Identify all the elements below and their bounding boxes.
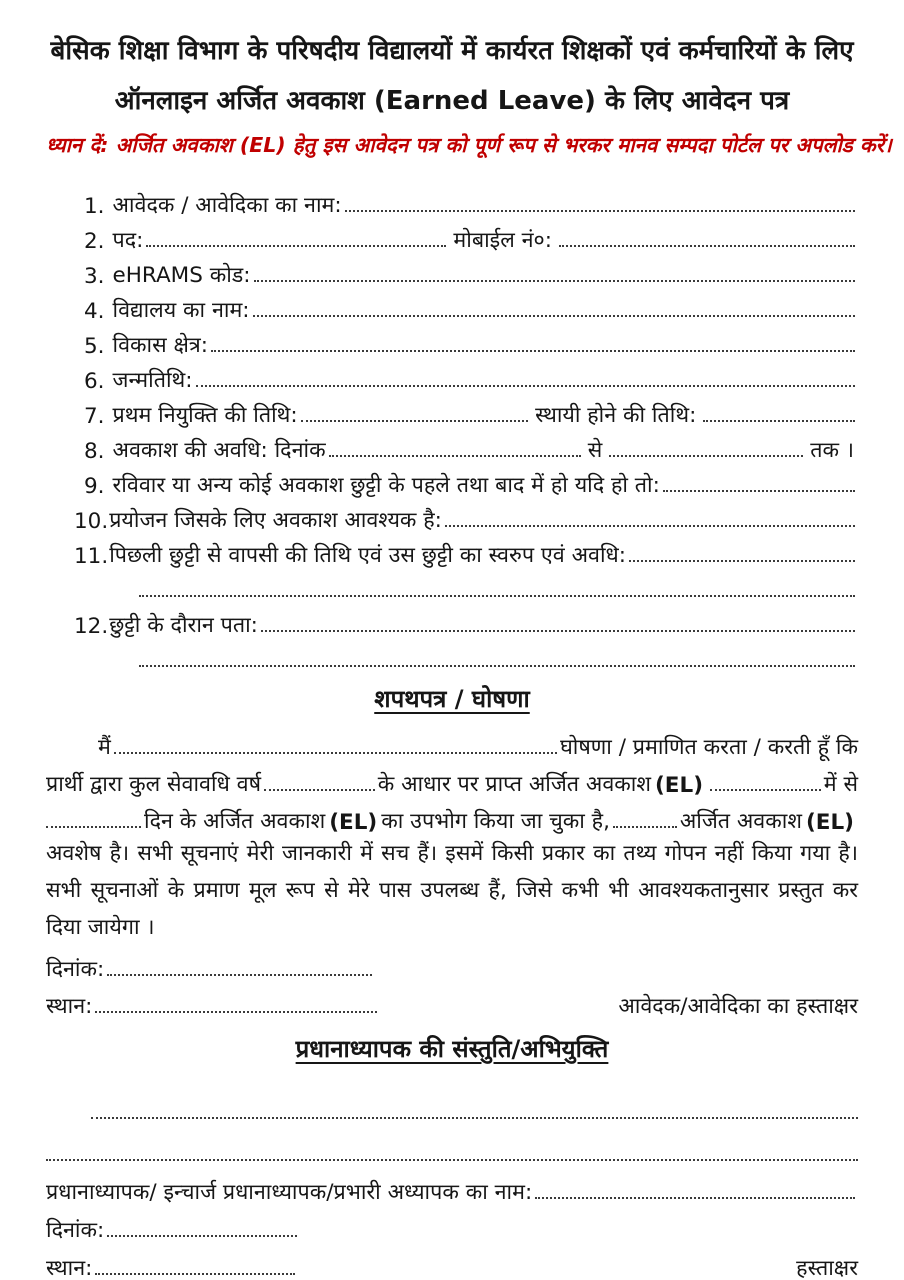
principal-remarks-line-1 — [46, 1088, 858, 1126]
applicant-signature-label: आवेदक/आवेदिका का हस्ताक्षर — [618, 994, 858, 1019]
item-number: 5. — [84, 334, 105, 359]
fill-in-line — [445, 525, 855, 527]
item-label: पद: — [112, 228, 144, 253]
fill-in-line — [559, 245, 855, 247]
fill-in-line — [710, 789, 821, 791]
declaration-line-1 — [46, 724, 858, 761]
item-number: 8. — [84, 439, 105, 464]
item-number: 7. — [84, 404, 105, 429]
principal-place-row — [46, 1244, 858, 1280]
item-label: विकास क्षेत्र: — [112, 333, 209, 358]
fill-in-line — [46, 826, 141, 828]
fill-in-line — [196, 385, 855, 387]
form-item-ehrams-code — [46, 254, 858, 289]
form-item-block — [46, 324, 858, 359]
declaration-place-row — [46, 983, 858, 1020]
declaration-text: प्रार्थी द्वारा कुल सेवावधि वर्ष — [46, 772, 262, 797]
fill-in-line — [301, 420, 529, 422]
fill-in-line — [146, 245, 446, 247]
fill-in-line — [261, 630, 855, 632]
fill-in-line — [107, 974, 372, 976]
fill-in-line — [264, 789, 375, 791]
item-label: अवकाश की अवधि: दिनांक — [112, 438, 326, 463]
fill-in-line — [609, 455, 803, 457]
form-item-school-name — [46, 289, 858, 324]
page-title-line2: ऑनलाइन अर्जित अवकाश (Earned Leave) के लिए आवेदन पत्र — [114, 86, 790, 116]
item-label-permanent-date: स्थायी होने की तिथि: — [535, 403, 697, 428]
declaration-text: में से — [823, 772, 859, 797]
el-abbrev: (EL) — [805, 810, 854, 835]
fill-in-line — [535, 1197, 855, 1199]
fill-in-line — [211, 350, 855, 352]
item-label-until: तक । — [810, 438, 854, 463]
notice-text: ध्यान दें: अर्जित अवकाश (EL) हेतु इस आवेदन पत्र को पूर्ण रूप से भरकर मानव सम्पदा पोर्टल पर अपलोड करें। — [46, 133, 892, 157]
fill-in-line — [139, 595, 855, 597]
item-number: 10. — [74, 509, 109, 534]
form-fields — [46, 184, 858, 674]
item-label-mobile: मोबाईल नं०: — [453, 228, 552, 253]
principal-remarks-line-2 — [46, 1130, 858, 1168]
declaration-text: के आधार पर प्राप्त अर्जित अवकाश — [377, 772, 651, 797]
declaration-line-3 — [46, 798, 858, 835]
declaration-text: का उपभोग किया जा चुका है, — [381, 809, 610, 834]
item-label: प्रथम नियुक्ति की तिथि: — [112, 403, 298, 428]
item-number: 6. — [84, 369, 105, 394]
item-number: 12. — [74, 614, 109, 639]
form-item-leave-period — [46, 429, 858, 464]
form-item-post-mobile — [46, 219, 858, 254]
fill-in-line — [703, 420, 855, 422]
declaration-paragraph — [46, 724, 858, 946]
el-abbrev: (EL) — [654, 773, 704, 798]
declaration-text: अर्जित अवकाश — [679, 809, 802, 834]
place-label: स्थान: — [46, 1256, 93, 1280]
fill-in-line — [329, 455, 581, 457]
principal-name-row — [46, 1168, 858, 1206]
fill-in-line — [95, 1011, 377, 1013]
fill-in-line — [139, 665, 855, 667]
form-item-appointment-dates — [46, 394, 858, 429]
form-item-adjacent-holiday — [46, 464, 858, 499]
fill-in-line — [613, 826, 677, 828]
form-item-purpose — [46, 499, 858, 534]
fill-in-line — [253, 315, 855, 317]
fill-in-line — [114, 752, 557, 754]
principal-date-row — [46, 1206, 858, 1244]
form-item-dob — [46, 359, 858, 394]
declaration-text: मैं — [98, 735, 111, 760]
date-label: दिनांक: — [46, 957, 105, 982]
place-field — [46, 1253, 298, 1280]
fill-in-line — [254, 280, 855, 282]
declaration-date-row — [46, 946, 858, 983]
fill-in-line — [107, 1235, 297, 1237]
principal-signature-label: हस्ताक्षर — [796, 1256, 858, 1280]
fill-in-line — [663, 490, 855, 492]
declaration-text: घोषणा / प्रमाणित करता / करती हूँ कि — [560, 735, 858, 760]
fill-in-line — [345, 210, 855, 212]
el-abbrev: (EL) — [329, 810, 378, 835]
item-label: प्रयोजन जिसके लिए अवकाश आवश्यक है: — [109, 508, 442, 533]
item-number: 9. — [84, 474, 105, 499]
fill-in-line — [46, 1159, 858, 1161]
continuation-line — [46, 569, 858, 604]
fill-in-line — [629, 560, 855, 562]
item-number: 2. — [84, 229, 105, 254]
place-label: स्थान: — [46, 994, 93, 1019]
page-title-line1: बेसिक शिक्षा विभाग के परिषदीय विद्यालयों में कार्यरत शिक्षकों एवं कर्मचारियों के लिए — [50, 36, 854, 66]
declaration-text-body: अवशेष है। सभी सूचनाएं मेरी जानकारी में सच हैं। इसमें किसी प्रकार का तथ्य गोपन नहीं किया गया है। सभी सूचनाओं के प्रमाण मूल रूप से मेरे पास उपलब्ध हैं, जिसे कभी भी आवश्यकतानुसार प्रस्तुत कर दिया जायेगा । — [46, 841, 858, 940]
principal-section — [46, 1032, 858, 1280]
item-number: 11. — [74, 544, 109, 569]
item-number: 1. — [84, 194, 105, 219]
item-label: eHRAMS कोड: — [112, 263, 251, 288]
date-field — [46, 954, 375, 983]
item-label-from: से — [587, 438, 603, 463]
item-label: छुट्टी के दौरान पता: — [109, 613, 258, 638]
section-heading-declaration: शपथपत्र / घोषणा — [374, 685, 530, 713]
item-number: 4. — [84, 299, 105, 324]
continuation-line — [46, 639, 858, 674]
date-label: दिनांक: — [46, 1218, 105, 1243]
item-label: पिछली छुट्टी से वापसी की तिथि एवं उस छुट्टी का स्वरुप एवं अवधि: — [109, 543, 626, 568]
principal-name-label: प्रधानाध्यापक/ इन्चार्ज प्रधानाध्यापक/प्रभारी अध्यापक का नाम: — [46, 1180, 533, 1205]
item-label: आवेदक / आवेदिका का नाम: — [112, 193, 342, 218]
declaration-text: दिन के अर्जित अवकाश — [144, 809, 326, 834]
place-field — [46, 991, 380, 1020]
item-label: जन्मतिथि: — [112, 368, 193, 393]
item-label: विद्यालय का नाम: — [112, 298, 250, 323]
item-label: रविवार या अन्य कोई अवकाश छुट्टी के पहले तथा बाद में हो यदि हो तो: — [112, 473, 660, 498]
fill-in-line — [95, 1273, 295, 1275]
item-number: 3. — [84, 264, 105, 289]
section-heading-principal: प्रधानाध्यापक की संस्तुति/अभियुक्ति — [295, 1035, 609, 1063]
form-item-leave-address — [46, 604, 858, 639]
form-item-previous-leave — [46, 534, 858, 569]
declaration-line-2 — [46, 761, 858, 798]
form-item-applicant-name — [46, 184, 858, 219]
fill-in-line — [91, 1117, 858, 1119]
